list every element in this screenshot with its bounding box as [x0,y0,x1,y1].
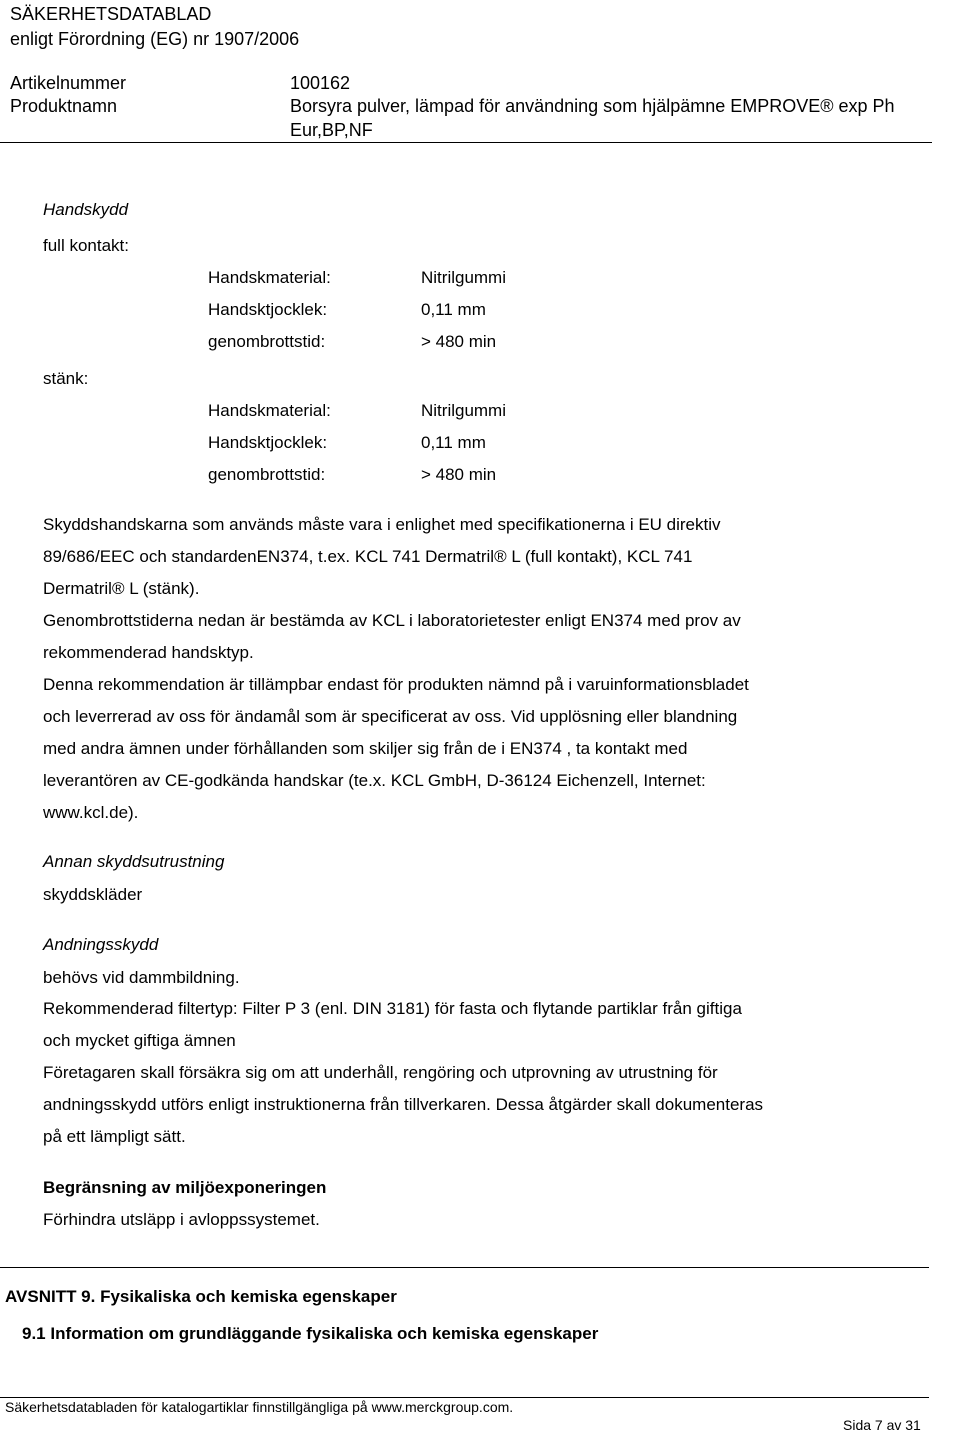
splash-breakthrough-value: > 480 min [421,465,497,484]
other-protection-heading: Annan skyddsutrustning [43,852,225,871]
respiratory-text-line: Företagaren skall försäkra sig om att underhåll, rengöring och utprovning av utrustning för [43,1063,718,1082]
section-9-title: AVSNITT 9. Fysikaliska och kemiska egenskaper [5,1287,397,1306]
splash-breakthrough-label: genombrottstid: [208,465,326,484]
product-name-value: Borsyra pulver, lämpad för användning som hjälpämne EMPROVE® exp Ph [290,96,895,116]
article-number-value: 100162 [290,73,351,93]
respiratory-text-line: Rekommenderad filtertyp: Filter P 3 (enl. DIN 3181) för fasta och flytande partiklar från giftiga [43,999,742,1018]
full-contact-material-value: Nitrilgummi [421,268,506,287]
glove-text-line: Denna rekommendation är tillämpbar endast för produkten nämnd på i varuinformationsbladet [43,675,749,694]
respiratory-text-line: andningsskydd utförs enligt instruktionerna från tillverkaren. Dessa åtgärder skall dokumenteras [43,1095,764,1114]
splash-thickness-label: Handsktjocklek: [208,433,328,452]
full-contact-breakthrough-label: genombrottstid: [208,332,326,351]
full-contact-thickness-label: Handsktjocklek: [208,300,328,319]
glove-text-line: 89/686/EEC och standardenEN374, t.ex. KCL 741 Dermatril® L (full kontakt), KCL 741 [43,547,693,566]
glove-text-line: rekommenderad handsktyp. [43,643,254,662]
hand-protection-heading: Handskydd [43,200,129,219]
page-number: Sida 7 av 31 [843,1417,921,1433]
section-9-1-subtitle: 9.1 Information om grundläggande fysikaliska och kemiska egenskaper [22,1324,599,1343]
glove-text-line: Dermatril® L (stänk). [43,579,200,598]
respiratory-text-line: på ett lämpligt sätt. [43,1127,186,1146]
header-divider [0,142,932,143]
footer-text: Säkerhetsdatabladen för katalogartiklar finnstillgängliga på www.merckgroup.com. [5,1399,514,1415]
glove-text-line: med andra ämnen under förhållanden som skiljer sig från de i EN374 , ta kontakt med [43,739,688,758]
document-title: SÄKERHETSDATABLAD [10,4,212,24]
splash-thickness-value: 0,11 mm [421,433,486,452]
splash-material-value: Nitrilgummi [421,401,506,420]
splash-label: stänk: [43,369,89,388]
respiratory-heading: Andningsskydd [43,935,159,954]
splash-material-label: Handskmaterial: [208,401,331,420]
glove-text-line: leverantören av CE-godkända handskar (te.x. KCL GmbH, D-36124 Eichenzell, Internet: [43,771,706,790]
article-number-label: Artikelnummer [10,73,127,93]
product-name-value-cont: Eur,BP,NF [290,120,373,140]
full-contact-material-label: Handskmaterial: [208,268,331,287]
regulation-line: enligt Förordning (EG) nr 1907/2006 [10,29,300,49]
section-divider [0,1267,929,1268]
glove-text-line: och leverrerad av oss för ändamål som är specificerat av oss. Vid upplösning eller blandning [43,707,738,726]
environment-text: Förhindra utsläpp i avloppssystemet. [43,1210,320,1229]
footer-divider [0,1397,929,1398]
respiratory-text-line: behövs vid dammbildning. [43,968,240,987]
glove-text-line: www.kcl.de). [43,803,139,822]
other-protection-text: skyddskläder [43,885,143,904]
product-name-label: Produktnamn [10,96,118,116]
glove-text-line: Genombrottstiderna nedan är bestämda av KCL i laboratorietester enligt EN374 med prov av [43,611,741,630]
full-contact-thickness-value: 0,11 mm [421,300,486,319]
environment-heading: Begränsning av miljöexponeringen [43,1178,327,1197]
respiratory-text-line: och mycket giftiga ämnen [43,1031,236,1050]
full-contact-breakthrough-value: > 480 min [421,332,497,351]
glove-text-line: Skyddshandskarna som används måste vara i enlighet med specifikationerna i EU direktiv [43,515,721,534]
full-contact-label: full kontakt: [43,236,129,255]
